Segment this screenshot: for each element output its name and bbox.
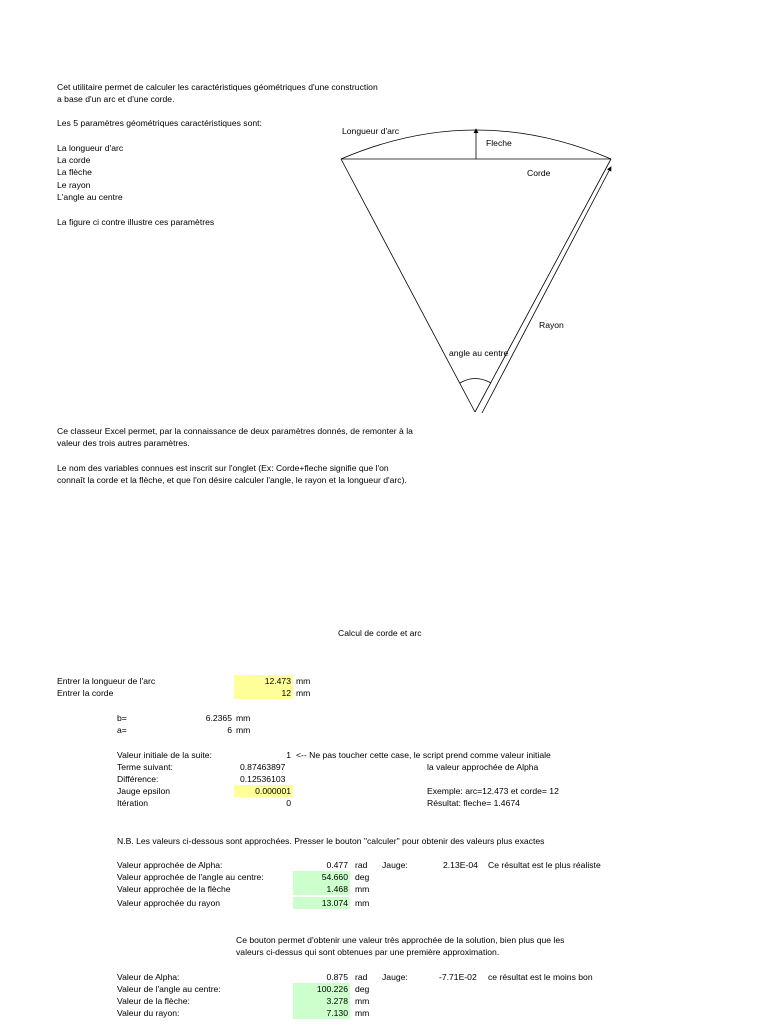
angle-unit: deg <box>355 984 370 994</box>
terme-value: 0.87463897 <box>240 762 286 772</box>
terme-note: la valeur approchée de Alpha <box>427 762 539 772</box>
fleche-unit: mm <box>355 996 370 1006</box>
approx-angle-unit: deg <box>355 872 370 882</box>
jauge-value: -7.71E-02 <box>439 972 477 982</box>
approx-angle-value: 54.660 <box>293 871 350 883</box>
jauge-epsilon-cell[interactable]: 0.000001 <box>234 785 293 797</box>
jauge-epsilon-label: Jauge epsilon <box>117 786 171 796</box>
param-arc: La longueur d'arc <box>57 143 124 153</box>
intro-line1: Cet utilitaire permet de calculer les caractéristiques géométriques d'une construction <box>57 82 378 92</box>
approx-rayon-unit: mm <box>355 898 370 908</box>
approx-rayon-label: Valeur approchée du rayon <box>117 898 221 908</box>
arc-input-label: Entrer la longueur de l'arc <box>57 676 156 686</box>
approx-jauge-note: Ce résultat est le plus réaliste <box>488 860 601 870</box>
param-rayon: Le rayon <box>57 180 91 190</box>
approx-fleche-value: 1.468 <box>293 883 350 895</box>
alpha-label: Valeur de Alpha: <box>117 972 180 982</box>
b-unit: mm <box>236 713 251 723</box>
right-radius-line <box>475 159 611 412</box>
rayon-value: 7.130 <box>293 1007 350 1019</box>
button-note-line2: valeurs ci-dessus qui sont obtenues par une première approximation. <box>236 947 500 957</box>
approx-rayon-value: 13.074 <box>293 897 350 909</box>
rayon-label: Rayon <box>539 320 564 330</box>
corde-label: Corde <box>527 168 551 178</box>
resultat-note: Résultat: fleche= 1.4674 <box>427 798 520 808</box>
params-title: Les 5 paramètres géométriques caractéristiques sont: <box>57 118 262 128</box>
approx-fleche-unit: mm <box>355 884 370 894</box>
nb-note: N.B. Les valeurs ci-dessous sont approchées. Presser le bouton "calculer" pour obtenir des valeurs plus exactes <box>117 836 545 846</box>
intro-line2: a base d'un arc et d'une corde. <box>57 94 175 104</box>
approx-alpha-unit: rad <box>355 860 368 870</box>
angle-label: angle au centre <box>449 348 509 358</box>
approx-jauge-value: 2.13E-04 <box>443 860 478 870</box>
button-note-line1: Ce bouton permet d'obtenir une valeur très approchée de la solution, bien plus que les <box>236 935 565 945</box>
approx-jauge-label: Jauge: <box>382 860 408 870</box>
corde-input-cell[interactable]: 12 <box>234 687 293 699</box>
approx-alpha-value: 0.477 <box>326 860 348 870</box>
diff-value: 0.12536103 <box>240 774 286 784</box>
b-value: 6.2365 <box>205 713 232 723</box>
a-value: 6 <box>227 725 232 735</box>
approx-alpha-label: Valeur approchée de Alpha: <box>117 860 223 870</box>
iteration-value: 0 <box>286 798 291 808</box>
figure-note: La figure ci contre illustre ces paramètres <box>57 217 215 227</box>
param-fleche: La flèche <box>57 167 92 177</box>
calc-title: Calcul de corde et arc <box>338 628 422 638</box>
jauge-note: ce résultat est le moins bon <box>488 972 593 982</box>
approx-fleche-label: Valeur approchée de la flèche <box>117 884 231 894</box>
terme-label: Terme suivant: <box>117 762 173 772</box>
fleche-label: Valeur de la flèche: <box>117 996 190 1006</box>
angle-arc <box>460 379 491 384</box>
exemple-note: Exemple: arc=12.473 et corde= 12 <box>427 786 559 796</box>
arc-corde-figure <box>330 115 630 420</box>
param-angle: L'angle au centre <box>57 192 123 202</box>
approx-angle-label: Valeur approchée de l'angle au centre: <box>117 872 264 882</box>
iteration-label: Itération <box>117 798 149 808</box>
arc-label: Longueur d'arc <box>342 126 400 136</box>
init-note: <-- Ne pas toucher cette case, le script prend comme valeur initiale <box>296 750 551 760</box>
classeur-line2: valeur des trois autres paramètres. <box>57 438 190 448</box>
b-label: b= <box>117 713 127 723</box>
classeur-line3: Le nom des variables connues est inscrit sur l'onglet (Ex: Corde+fleche signifie que l'on <box>57 463 389 473</box>
a-label: a= <box>117 725 127 735</box>
corde-unit: mm <box>296 688 311 698</box>
rayon-label: Valeur du rayon: <box>117 1008 180 1018</box>
left-radius-line <box>341 159 475 412</box>
corde-input-label: Entrer la corde <box>57 688 114 698</box>
init-label: Valeur initiale de la suite: <box>117 750 212 760</box>
param-corde: La corde <box>57 155 91 165</box>
alpha-unit: rad <box>355 972 368 982</box>
classeur-line1: Ce classeur Excel permet, par la connaissance de deux paramètres donnés, de remonter à la <box>57 426 413 436</box>
fleche-label: Fleche <box>486 138 512 148</box>
diff-label: Différence: <box>117 774 159 784</box>
angle-label: Valeur de l'angle au centre: <box>117 984 221 994</box>
fleche-value: 3.278 <box>293 995 350 1007</box>
classeur-line4: connaît la corde et la flèche, et que l'on désire calculer l'angle, le rayon et la longueur d'arc). <box>57 475 407 485</box>
rayon-arrow <box>482 167 611 413</box>
jauge-label: Jauge: <box>382 972 408 982</box>
init-value: 1 <box>286 750 291 760</box>
rayon-unit: mm <box>355 1008 370 1018</box>
alpha-value: 0.875 <box>326 972 348 982</box>
arc-unit: mm <box>296 676 311 686</box>
a-unit: mm <box>236 725 251 735</box>
arc-input-cell[interactable]: 12.473 <box>234 675 293 687</box>
angle-value: 100.226 <box>293 983 350 995</box>
